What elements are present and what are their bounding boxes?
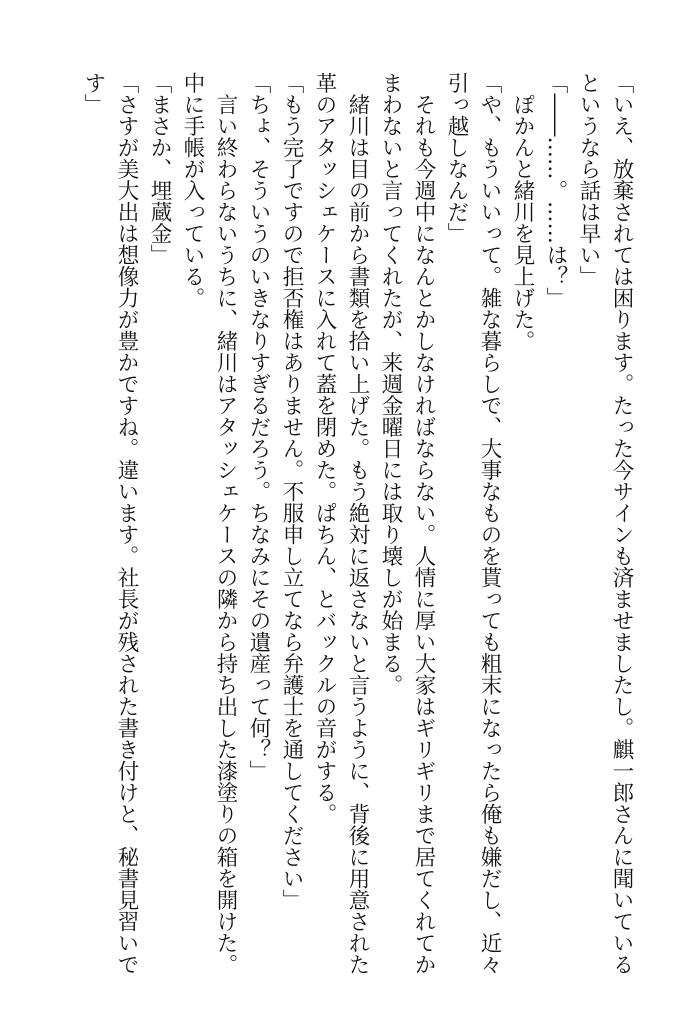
text-line: 「――……。……は？」: [543, 72, 568, 309]
text-line: 緒川は目の前から書類を拾い上げた。もう絶対に返さないと言うように、背後に用意された: [345, 72, 370, 975]
text-line: 「さすが美大出は想像力が豊かですね。違います。社長が残された書き付けと、秘書見習いで: [114, 72, 139, 975]
text-line: というなら話は早い」: [576, 72, 601, 287]
text-line: す」: [81, 72, 106, 115]
text-line: 「ちょ、そういうのいきなりすぎるだろう。ちなみにその遺産って何？」: [246, 72, 271, 782]
text-line: 「いえ、放棄されては困ります。たった今サインも済ませましたし。麒一郎さんに聞いている: [609, 72, 634, 975]
text-line: 引っ越しなんだ」: [444, 72, 469, 244]
text-line: まわないと言ってくれたが、来週金曜日には取り壊しが始まる。: [378, 72, 403, 696]
text-line: 言い終わらないうちに、緒川はアタッシェケースの隣から持ち出した漆塗りの箱を開けた。: [213, 72, 238, 975]
text-line: それも今週中になんとかしなければならない。人情に厚い大家はギリギリまで居てくれてか: [411, 72, 436, 975]
vertical-text-body: [38, 72, 638, 975]
text-line: 「や、もういいって。雑な暮らしで、大事なものを貰っても粗末になったら俺も嫌だし、近々: [477, 72, 502, 975]
text-line: 「まさか、埋蔵金」: [147, 72, 172, 266]
text-line: 中に手帳が入っている。: [180, 72, 205, 309]
text-line: 「もう完了ですので拒否権はありません。不服申し立てなら弁護士を通してください」: [279, 72, 304, 911]
text-line: ぽかんと緒川を見上げた。: [510, 72, 535, 352]
text-line: 革のアタッシェケースに入れて蓋を閉めた。ぱちん、とバックルの音がする。: [312, 72, 337, 825]
